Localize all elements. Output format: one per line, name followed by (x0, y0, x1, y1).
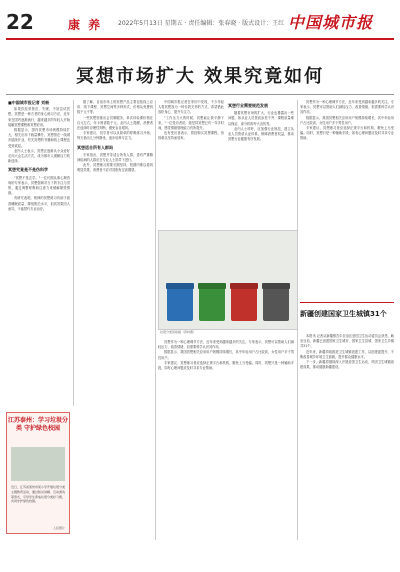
paragraph: 下一步，新疆将继续深入开展爱国卫生运动，巩固卫生城镇创建成果，推动健康新疆建设。 (300, 360, 394, 370)
masthead-rule (6, 38, 394, 40)
boxed-story-text: 近日，江苏省泰州市某小学开展垃圾分类主题教育活动，通过知识讲解、互动游戏等形式，引导学生养成垃圾分类好习惯，共同守护绿色校园。 (11, 485, 65, 504)
page-number: 22 (6, 10, 34, 34)
article-column-3 (158, 100, 224, 226)
subhead: 冥想行业需要规范发展 (228, 103, 268, 108)
recycling-bin (263, 287, 289, 321)
subhead: 冥想适合所有人群吗 (77, 144, 113, 150)
paragraph: 本报讯 记者从新疆维吾尔自治区爱国卫生运动委员会获悉，截至目前，新疆已创建国家卫生城市、国家卫生县城、国家卫生乡镇共31个。 (300, 334, 394, 349)
side-story-rule (300, 302, 394, 303)
paragraph: 数据显示，我国冥想相关应用用户规模持续增长，其中年轻用户占比较高，女性用户多于男性用户。 (158, 350, 294, 360)
paragraph: 冥想作为一种心理调节方法，近年来受到越来越多的关注。专家表示，冥想可以帮助人们减轻压力、改善情绪，但需要科学认识其作用。 (300, 100, 394, 115)
paragraph: 专家建议，初学者可以从简单的呼吸练习开始，每天抽出几分钟静坐，逐步培养专注力。 (77, 131, 153, 141)
paragraph: 也有受访者表示，曾经购买冥想课程，但因难以坚持而放弃。 (158, 131, 224, 141)
headline-rule (6, 94, 394, 95)
recycling-bin (231, 287, 257, 321)
article-column-3-lower (158, 340, 294, 540)
subhead: 冥想究竟是不是伪科学 (8, 167, 48, 173)
date-line: 2022年5月13日 星期五 · 责任编辑：张春晓 · 版式设计：王红 (118, 20, 285, 27)
paragraph: "冥想不是玄学。"一位长期从事心理咨询的专家表示，冥想强调对当下的专注与觉察，通过调整呼吸和注意力来缓解紧张情绪。 (8, 175, 70, 196)
section-title: 康 养 (68, 18, 103, 32)
newspaper-logo: 中国城市报 (288, 13, 374, 32)
photo-caption: 垃圾分类回收箱（资料图） (160, 330, 197, 334)
paragraph: 据了解，目前市场上的冥想产品主要包括线上应用、线下课程、冥想空间等多种形式，价格从免费到数千元不等。 (77, 100, 153, 115)
column-divider (73, 100, 74, 406)
recycling-bin (167, 287, 193, 321)
paragraph: 中国城市报记者在采访中发现，不少年轻人将冥想视为一种自我关怀的方式，希望借此放松身心、提升专注力。 (158, 100, 224, 115)
paragraph: 一些冥想馆推出会员制服务，单次体验课价格在百元左右，年卡则需数千元。业内人士提醒，消费者在选择时应理性判断，避免盲目跟风。 (77, 115, 153, 131)
paragraph: 此外，冥想练习需要长期坚持，短期内难以看到明显效果，消费者不应对其抱有过高期望。 (77, 163, 153, 173)
paragraph: "工作压力大的时候，冥想能让我平静下来。"一位受访者说，她坚持冥想已有一年多时间，感觉情绪管理能力有所提升。 (158, 115, 224, 131)
boxed-story-photo (11, 447, 65, 481)
paragraph: 专家指出，冥想并非适合所有人群，患有严重精神疾病的人群应在专业人士指导下进行。 (77, 152, 153, 163)
paragraph: 专家建议，冥想练习者应选择正规平台和机构，避免上当受骗。同时，冥想只是一种辅助手段，如有心理问题应及时寻求专业帮助。 (300, 126, 394, 141)
paragraph: 数据显示，我国冥想相关应用用户规模持续增长，其中年轻用户占比较高，女性用户多于男性用户。 (300, 115, 394, 125)
article-column-2 (77, 100, 153, 540)
paragraph: 业内人士表示，冥想正逐渐从小众爱好走向大众生活方式，成为都市人缓解压力的新选择。 (8, 148, 70, 164)
paragraph: 有研究表明，规律的冥想练习有助于改善睡眠质量、降低焦虑水平，但其效果因人而异，不能替代专业治疗。 (8, 196, 70, 211)
column-divider (297, 100, 298, 540)
boxed-story (6, 412, 70, 534)
article-column-3b (228, 100, 294, 226)
article-column-1 (8, 100, 70, 406)
paragraph: 冥想作为一种心理调节方法，近年来受到越来越多的关注。专家表示，冥想可以帮助人们减轻压力、改善情绪，但需要科学认识其作用。 (158, 340, 294, 350)
recycling-bin (199, 287, 225, 321)
side-story-body (300, 334, 394, 540)
side-story-title: 新疆创建国家卫生城镇31个 (300, 310, 387, 318)
paragraph: 随着冥想市场的扩大，行业也暴露出一些问题，如从业人员资质参差不齐、课程质量难以保证、部分机构夸大宣传等。 (228, 111, 294, 126)
boxed-story-title: 江苏泰州：学习垃圾分类 守护绿色校园 (7, 417, 68, 432)
paragraph: 如果你经常焦虑、失眠，不妨尝试冥想。冥想是一种古老的身心练习方法，近年来在国内逐渐流行，越来越多的年轻人开始接触冥想课程和冥想应用。 (8, 107, 70, 127)
paragraph: 数据显示，国内冥想市场规模持续扩大，相关应用下载量攀升，冥想馆在一线城市陆续开业，有关冥想的书籍和线上课程也受到欢迎。 (8, 128, 70, 148)
recycling-bins-photo (158, 230, 298, 330)
paragraph: 近年来，新疆持续推进卫生城镇创建工作，以创建促提升，不断改善城乡环境卫生面貌，提升群众健康水平。 (300, 349, 394, 359)
byline: ■中国城市报记者 刘畅 (8, 100, 50, 105)
article-column-4 (300, 100, 394, 296)
column-divider (155, 100, 156, 540)
headline: 冥想市场扩大 效果究竟如何 (75, 66, 325, 87)
paragraph: 专家建议，冥想练习者应选择正规平台和机构，避免上当受骗。同时，冥想只是一种辅助手段，如有心理问题应及时寻求专业帮助。 (158, 360, 294, 371)
photo-credit: 人民图片 (52, 526, 65, 530)
paragraph: 业内人士呼吁，应加强行业规范，建立从业人员资质认证体系，保障消费者权益，推动冥想行业健康有序发展。 (228, 126, 294, 142)
